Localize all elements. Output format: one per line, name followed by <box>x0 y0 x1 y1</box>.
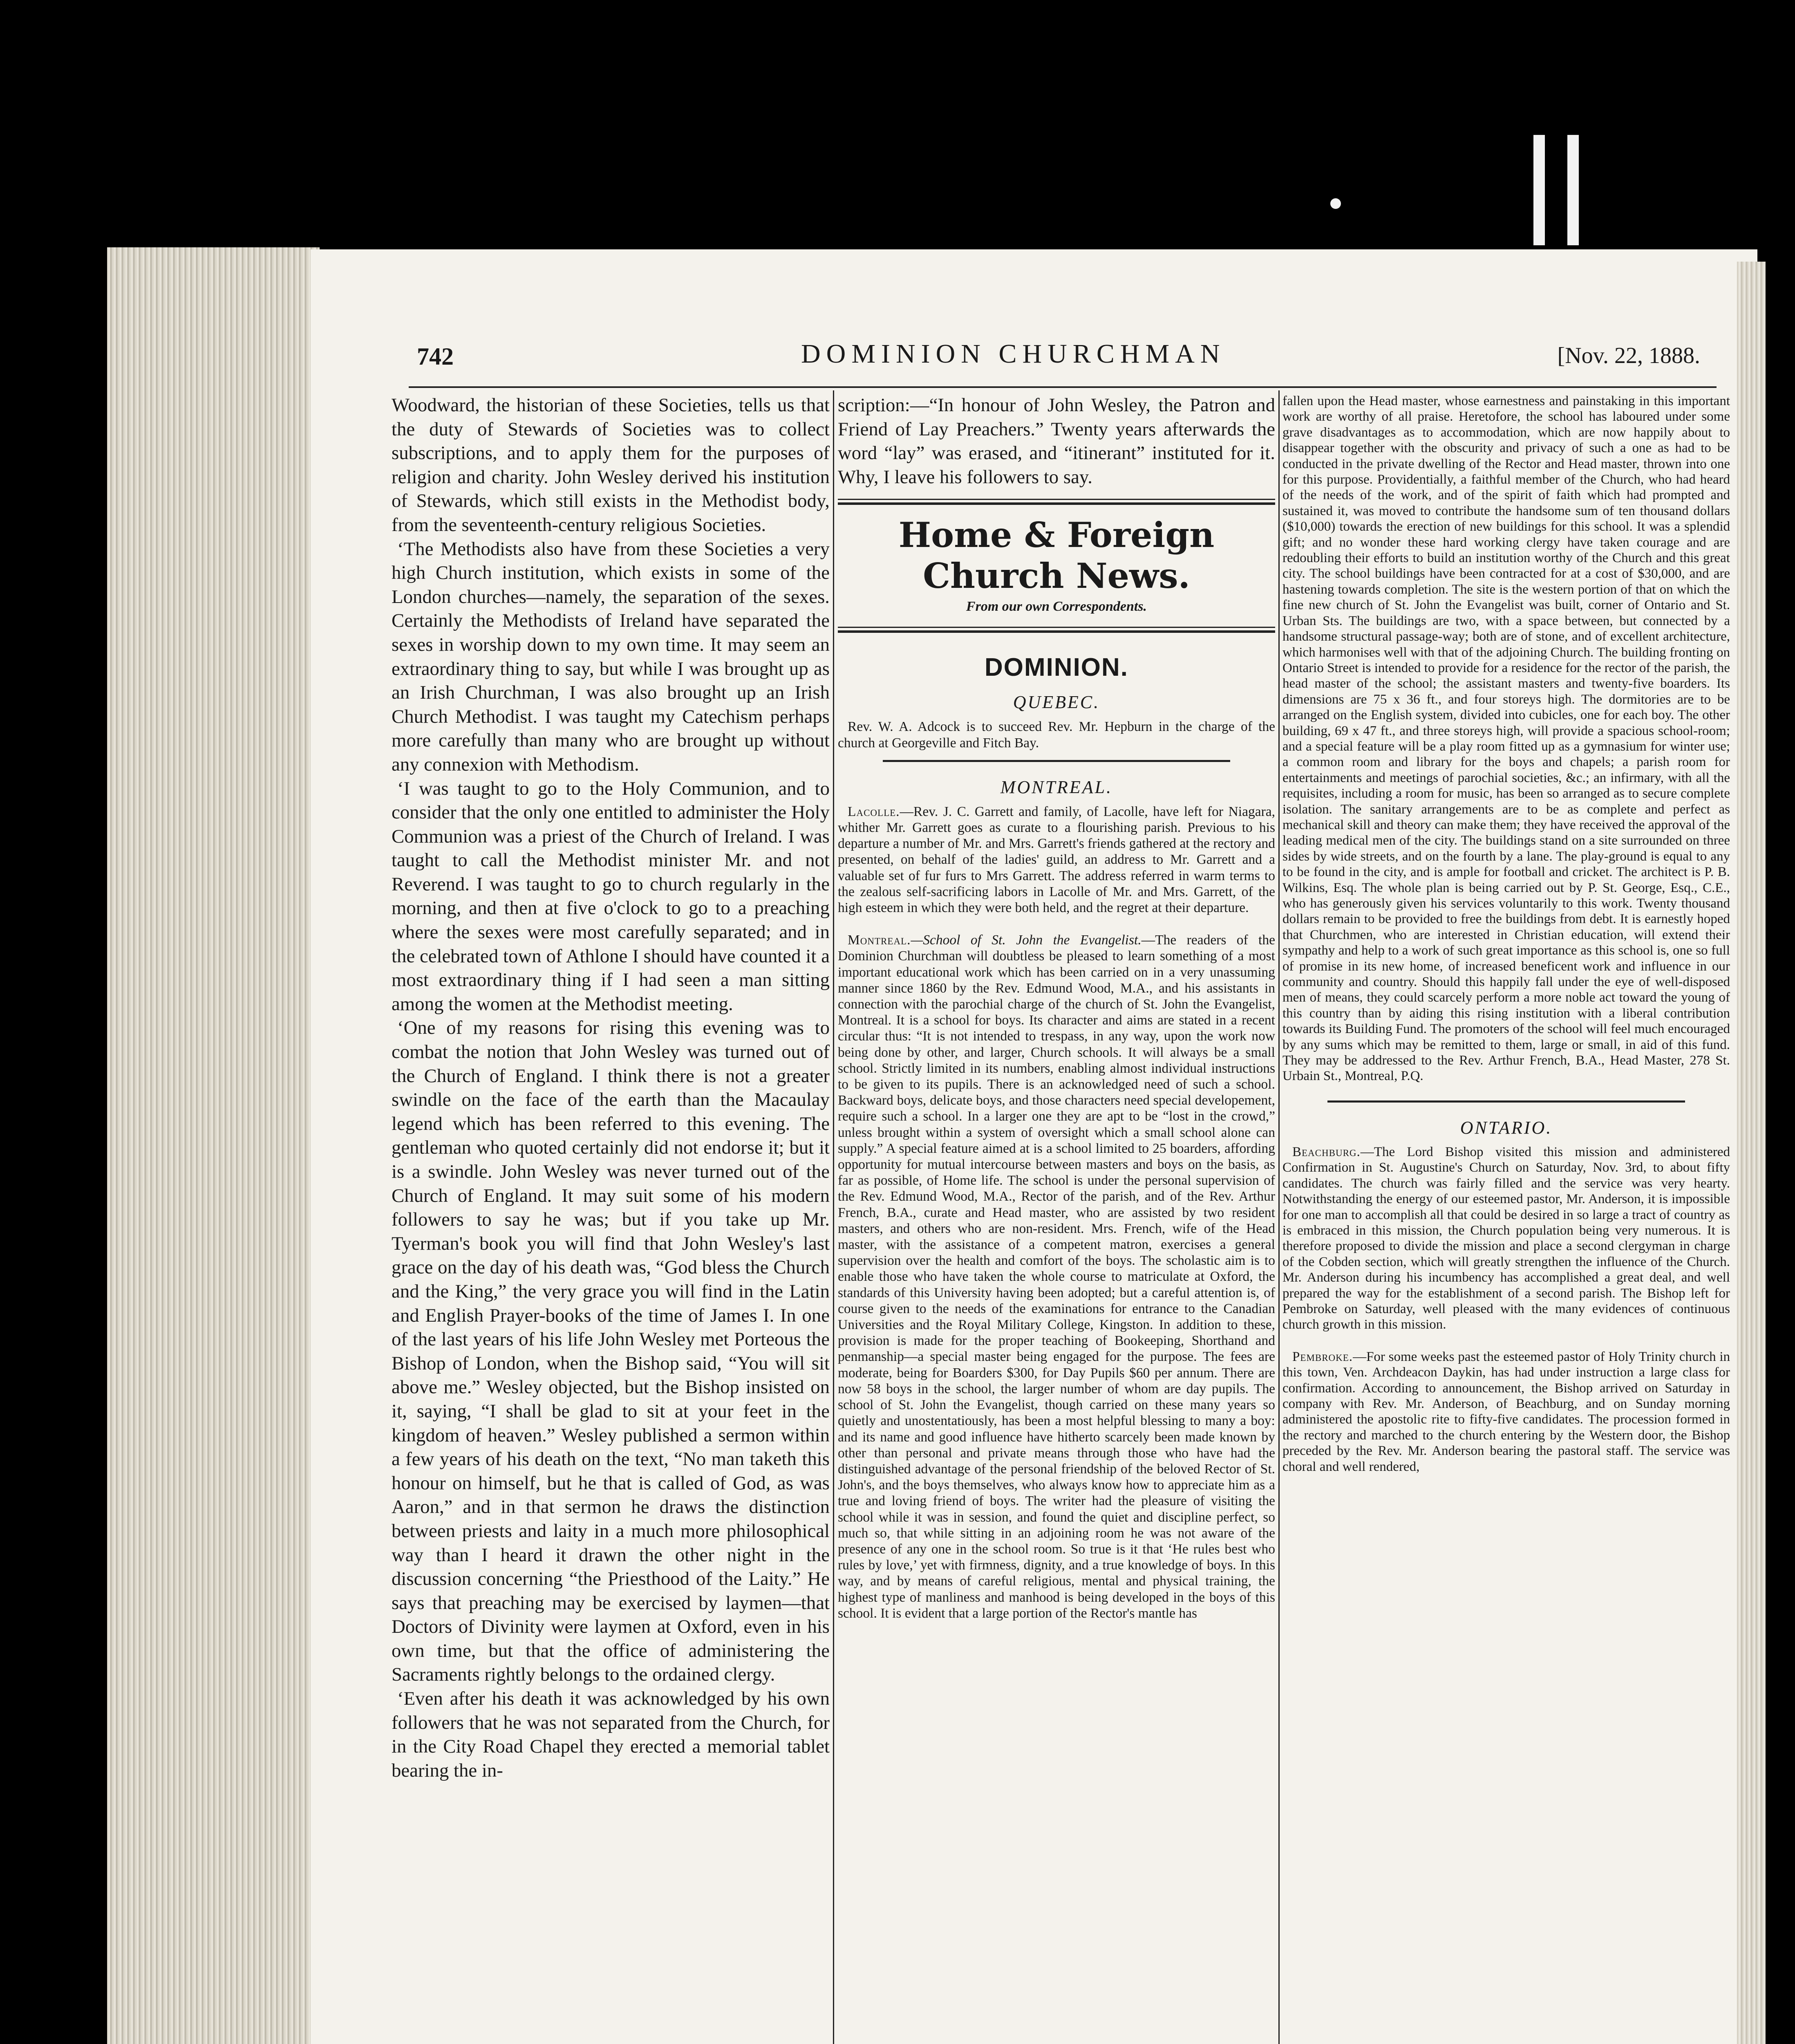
lacolle-item <box>838 804 1275 916</box>
place-name: Lacolle. <box>848 804 900 819</box>
registration-dot <box>1330 198 1341 209</box>
subheading-quebec: QUEBEC. <box>1013 692 1100 713</box>
section-rule <box>838 499 1275 505</box>
item-text: —Rev. J. C. Garrett and family, of Lacolle, have left for Niagara, whither Mr. Garrett goes as curate to a flourishing parish. Previous to his departure a number of Mr. and Mrs. Garrett's friends gathered at the rectory and presented, on behalf of the ladies' guild, an address to Mr. Garrett and a valuable set of fur furs to Mrs Garrett. The address referred in warm terms to the zealous self-sacrificing labors in Lacolle of Mr. and Mrs. Garrett, of the high esteem in which they were both held, and the regret at their departure. <box>838 804 1275 915</box>
subheading-montreal: MONTREAL. <box>1000 777 1113 797</box>
beachburg-item <box>1282 1144 1730 1333</box>
item-title: —School of St. John the Evangelist. <box>911 932 1141 948</box>
section-masthead: Home & Foreign Church News. <box>898 515 1215 596</box>
paragraph: Woodward, the historian of these Societies, tells us that the duty of Stewards of Societies was to collect subscriptions, and to apply them for the purposes of religion and charity. John Wesley derived his institution of Stewards, which still exists in the Methodist body, from the seventeenth-century religious Societies. <box>392 394 830 536</box>
issue-date: [Nov. 22, 1888. <box>1557 343 1700 368</box>
montreal-item <box>838 932 1275 1621</box>
registration-bar-top-right <box>1567 135 1579 245</box>
column-2 <box>838 393 1275 2044</box>
column-1 <box>392 393 830 2044</box>
paragraph: ‘I was taught to go to the Holy Communion, and to consider that the only one entitled to administer the Holy Communion was a priest of the Church of Ireland. I was taught to call the Methodist minister Mr. and not Reverend. I was taught to go to church regularly in the morning, and then at five o'clock to go to a preaching where the sexes were most carefully separated; and in the celebrated town of Athlone I should have counted it a most extraordinary thing if I had seen a man sitting among the women at the Methodist meeting. <box>392 778 830 1015</box>
journal-title: DOMINION CHURCHMAN <box>801 339 1226 369</box>
column-3 <box>1282 393 1730 2044</box>
section-rule <box>838 627 1275 633</box>
divider <box>883 760 1230 762</box>
item-text: —The Lord Bishop visited this mission and administered Confirmation in St. Augustine's Church on Saturday, Nov. 3rd, to about fifty candidates. The church was fairly filled and the service was very hearty. Notwithstanding the energy of our esteemed pastor, Mr. Anderson, it is impossible for one man to accomplish all that could be desired in so large a tract of country as is embraced in this mission, the Church population being very numerous. It is therefore proposed to divide the mission and place a second clergyman in charge of the Cobden section, which will greatly strengthen the influence of the Church. Mr. Anderson during his incumbency has accomplished a great deal, and well prepared the way for the establishment of a second parish. The Bishop left for Pembroke on Saturday, well pleased with the many evidences of continuous church growth in this mission. <box>1282 1144 1730 1332</box>
header-rule <box>409 386 1717 388</box>
subheading-ontario: ONTARIO. <box>1460 1117 1553 1138</box>
quebec-item: Rev. W. A. Adcock is to succeed Rev. Mr. Hepburn in the charge of the church at Georgeville and Fitch Bay. <box>838 719 1275 751</box>
paragraph: ‘One of my reasons for rising this evening was to combat the notion that John Wesley was turned out of the Church of England. I think there is not a greater swindle on the face of the earth than the Macaulay legend which has been referred to this evening. The gentleman who quoted certainly did not endorse it; but it is a swindle. John Wesley was never turned out of the Church of England. It may suit some of his modern followers to say he was; but if you take up Mr. Tyerman's book you will find that John Wesley's last grace on the day of his death was, “God bless the Church and the King,” the very grace you will find in the Latin and English Prayer-books of the time of James I. In one of the last years of his life John Wesley met Porteous the Bishop of London, when the Bishop said, “You will sit above me.” Wesley objected, but the Bishop insisted on it, saying, “I shall be glad to sit at your feet in the kingdom of heaven.” Wesley published a sermon within a few years of his death on the text, “No man taketh this honour on himself, but he that is called of God, as was Aaron,” and in that sermon he draws the distinction between priests and laity in a much more philosophical way than I heard it drawn the other night in the discussion concerning “the Priesthood of the Laity.” He says that preaching may be exercised by laymen—that Doctors of Divinity were laymen at Oxford, even in his own time, but that the office of administering the Sacraments rightly belongs to the ordained clergy. <box>392 1017 830 1685</box>
book-page-edges <box>107 247 320 2044</box>
page-number: 742 <box>417 343 454 370</box>
column-rule-1 <box>833 390 834 2044</box>
paragraph: ‘The Methodists also have from these Societies a very high Church institution, which exists in some of the London churches—namely, the separation of the sexes. Certainly the Methodists of Ireland have separated the sexes in worship down to my own time. It may seem an extraordinary thing to say, but while I was brought up as an Irish Churchman, I was also brought up an Irish Church Methodist. I was taught my Catechism perhaps more carefully than many who are brought up without any connexion with Methodism. <box>392 538 830 775</box>
montreal-continued: fallen upon the Head master, whose earnestness and painstaking in this important work are worthy of all praise. Heretofore, the school has laboured under some grave disadvantages as to accommodation, which are now happily about to disappear together with the obscurity and privacy of such a one as had to be conducted in the private dwelling of the Rector and Head master, thrown into one for this purpose. Providentially, a faithful member of the Church, who had heard of the needs of the work, and of the spirit of faith which had prompted and sustained it, was moved to contribute the handsome sum of ten thousand dollars ($10,000) towards the erection of new buildings for this school. It was a splendid gift; and no wonder these hard working clergy have taken courage and are redoubling their efforts to build an institution worthy of the Church and this great city. The school buildings have been contracted for at a cost of $30,000, and are hastening towards completion. The site is the western portion of that on which the fine new church of St. John the Evangelist was built, corner of Ontario and St. Urban Sts. The buildings are two, with a space between, but connected by a handsome structural passage-way; both are of stone, and of excellent architecture, which harmonises well with that of the adjoining Church. The building fronting on Ontario Street is intended to provide for a residence for the rector of the parish, the head master of the school; the assistant masters and twenty-five boarders. Its dimensions are 75 x 36 ft., and four storeys high. The dormitories are to be arranged on the English system, divided into cubicles, one for each boy. The other building, 69 x 47 ft., and three storeys high, will provide a spacious school-room; and a special feature will be a play room fitted up as a gymnasium for winter use; a common room and library for the boys and chapels; a parish room for entertainments and meetings of parochial societies, &c.; an infirmary, with all the requisites, including a room for music, has been so arranged as to secure complete isolation. The sanitary arrangements are to be as complete and perfect as mechanical skill and theory can make them; they have received the approval of the leading medical men of the city. The buildings stand on a site surrounded on three sides by wide streets, and on the fourth by a lane. The play-ground is equal to any to be found in the city, and is ample for football and cricket. The architect is P. B. Wilkins, Esq. The whole plan is being carried out by P. St. George, Esq., C.E., who has generously given his services voluntarily to this work. Twenty thousand dollars remain to be provided to free the buildings from debt. It is earnestly hoped that Churchmen, who are interested in Christian education, will extend their sympathy and help to a work of such great importance as this school is, one so full of promise in its new home, of increased beneficent work and influence in our community and country. Should this happily fall under the eye of well-disposed men of means, they could scarcely perform a more noble act toward the young of this country than by aiding this rising institution with a liberal contribution towards its Building Fund. The promoters of the school will feel much encouraged by any sums which may be remitted to them, large or small, in aid of this fund. They may be addressed to the Rev. Arthur French, B.A., Head Master, 278 St. Urbain St., Montreal, P.Q. <box>1282 394 1730 1084</box>
heading-dominion: DOMINION. <box>984 653 1129 682</box>
right-page-edges <box>1737 262 1766 2044</box>
place-name: Pembroke. <box>1292 1349 1353 1364</box>
place-name: Montreal. <box>848 932 911 948</box>
section-masthead-subtitle: From our own Correspondents. <box>966 599 1147 614</box>
paragraph: ‘Even after his death it was acknowledged by his own followers that he was not separated from the Church, for in the City Road Chapel they erected a memorial tablet bearing the in- <box>392 1688 830 1781</box>
pembroke-item <box>1282 1349 1730 1475</box>
continued-paragraph: scription:—“In honour of John Wesley, the Patron and Friend of Lay Preachers.” Twenty years afterwards the word “lay” was erased, and “itinerant” instituted for it. Why, I leave his followers to say. <box>838 394 1275 488</box>
item-text: —For some weeks past the esteemed pastor of Holy Trinity church in this town, Ven. Archdeacon Daykin, has had under instruction a large class for confirmation. According to announcement, the Bishop arrived on Saturday in company with Rev. Mr. Anderson, of Beachburg, and on Sunday morning administered the apostolic rite to fifty-five candidates. The procession formed in the rectory and marched to the church entering by the Western door, the Bishop preceded by the Rev. Mr. Anderson bearing the pastoral staff. The service was choral and well rendered, <box>1282 1349 1730 1474</box>
place-name: Beachburg. <box>1292 1144 1361 1159</box>
page-header <box>417 338 1700 379</box>
registration-bar-top-left <box>1533 135 1545 245</box>
column-rule-2 <box>1278 390 1280 2044</box>
item-text: —The readers of the Dominion Churchman will doubtless be pleased to learn something of a most important educational work which has been carried on in a very unassuming manner since 1860 by the Rev. Edmund Wood, M.A., and his assistants in connection with the parochial charge of the church of St. John the Evangelist, Montreal. It is a school for boys. Its character and aims are stated in a recent circular thus: “It is not intended to trespass, in any way, upon the work now being done by other, and larger, Church schools. It will always be a small school. Strictly limited in its numbers, enabling almost individual instructions to be given to its pupils. There is an acknowledged need of such a school. Backward boys, delicate boys, and those characters need special developement, require such a school. In a larger one they are apt to be “lost in the crowd,” unless brought within a system of oversight which a small school alone can supply.” A special feature aimed at is a school limited to 25 boarders, affording opportunity for mutual intercourse between masters and boys on the basis, as far as possible, of Home life. The school is under the personal supervision of the Rev. Edmund Wood, M.A., Rector of the parish, and of the Rev. Arthur French, B.A., curate and Head master, who are assisted by two resident masters, and others who are non-resident. Mrs. French, wife of the Head master, with the assistance of a competent matron, exercises a general supervision over the health and comfort of the boys. The scholastic aim is to enable those who have taken the whole course to matriculate at Oxford, the standards of this University having been adopted; but a careful attention is, of course given to the needs of the examinations for entrance to the Canadian Universities and the Royal Military College, Kingston. In addition to these, provision is made for the proper teaching of Bookeeping, Shorthand and penmanship—a special master being engaged for the purpose. The fees are moderate, being for Boarders $300, for Day Pupils $60 per annum. There are now 58 boys in the school, the larger number of whom are day pupils. The school of St. John the Evangelist, though carried on these many years so quietly and unostentatiously, has been a most helpful blessing to many a boy: and its name and good influence have hitherto scarcely been made known by other than personal and private means through those who have had the distinguished advantage of the personal friendship of the beloved Rector of St. John's, and the boys themselves, who always know how to appreciate him as a true and loving friend of boys. The writer had the pleasure of visiting the school while it was in session, and found the quiet and discipline perfect, so much so, that while sitting in an adjoining room he was not aware of the presence of any one in the school room. So true is it that ‘He rules best who rules by love,’ yet with firmness, dignity, and a true knowledge of boys. In this way, and by means of careful religious, mental and physical training, the highest type of manliness and manhood is being developed in the boys of this school. It is evident that a large portion of the Rector's mantle has <box>838 932 1275 1621</box>
divider <box>1327 1100 1685 1103</box>
